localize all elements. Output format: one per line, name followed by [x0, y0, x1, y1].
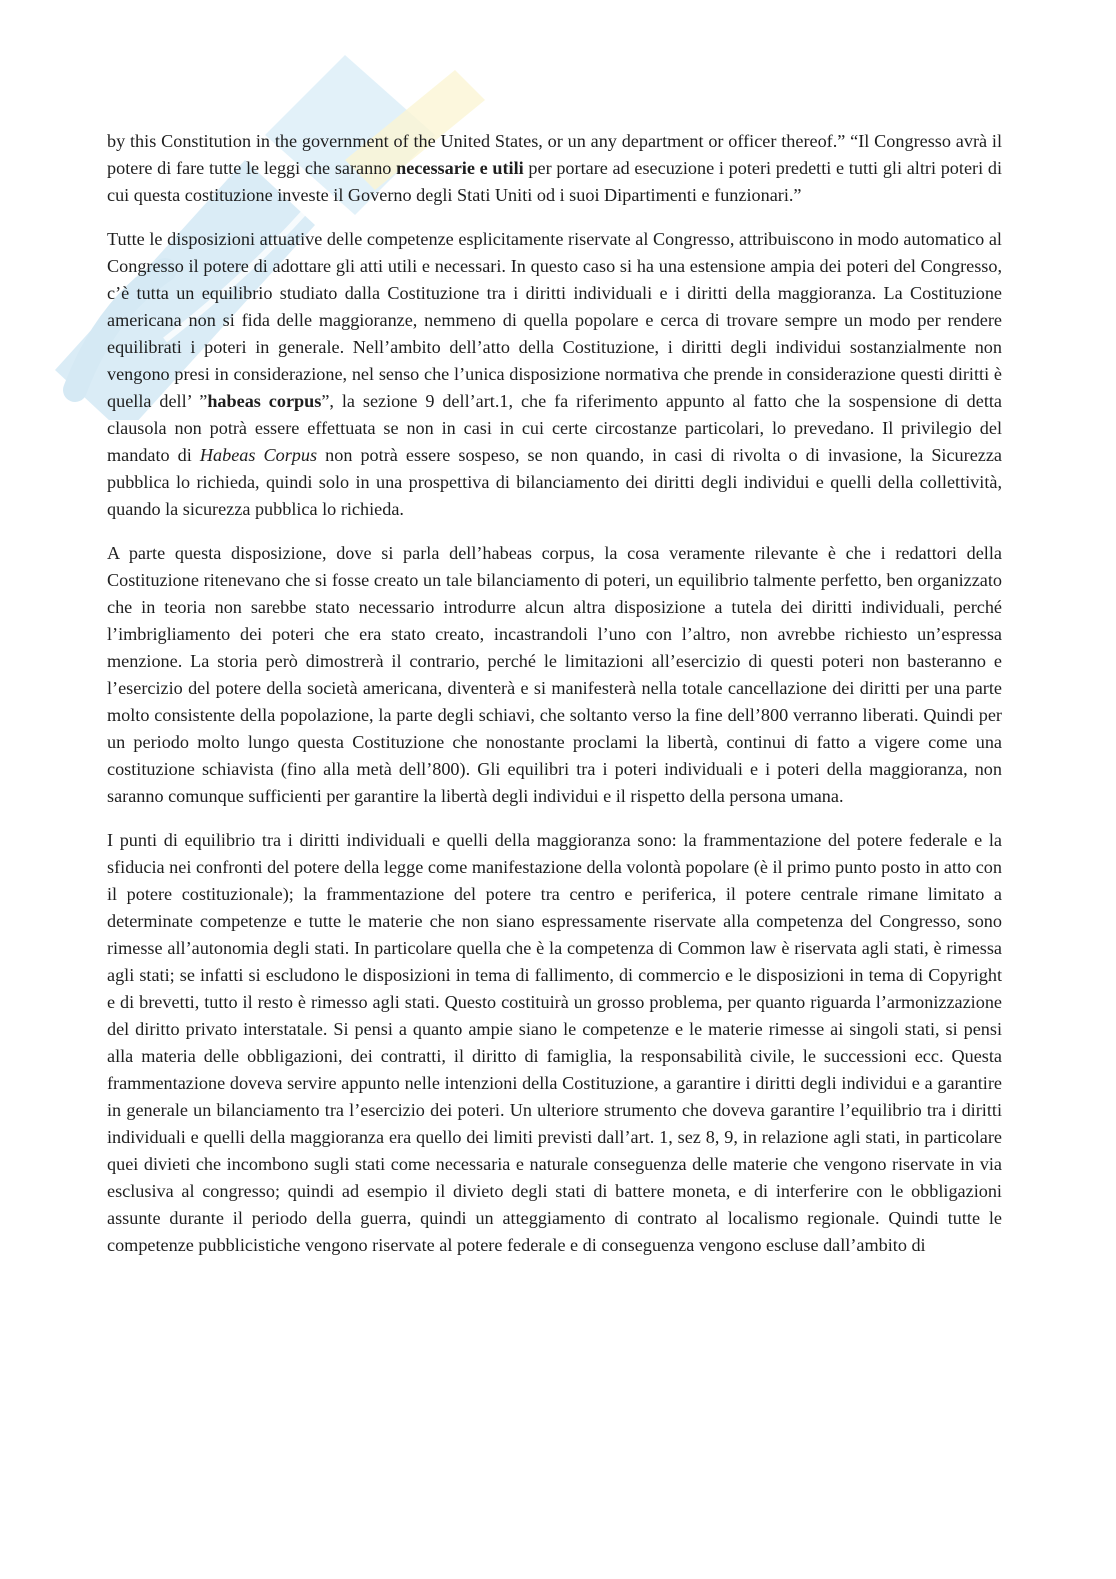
text-segment-bold: necessarie e utili: [396, 158, 524, 178]
text-segment-italic: Habeas Corpus: [199, 445, 318, 465]
paragraph-3: [107, 540, 1002, 810]
text-segment-normal: per portare ad esecuzione i poteri predetti e tutti gli altri poteri di cui questa costituzione investe il Governo degli Stati Uniti od i suoi Dipartimenti e funzionari.”: [107, 158, 1002, 205]
text-segment-normal: non potrà essere sospeso, se non quando, in casi di rivolta o di invasione, la Sicurezza pubblica lo richieda, quindi solo in una prospettiva di bilanciamento dei diritti degli individui e quelli della collettività, quando la sicurezza pubblica lo richieda.: [107, 445, 1002, 519]
text-segment-bold: habeas corpus: [207, 391, 322, 411]
text-segment-normal: A parte questa disposizione, dove si parla dell’habeas corpus, la cosa veramente rilevante è che i redattori della Costituzione ritenevano che si fosse creato un tale bilanciamento di poteri, un equilibrio talmente perfetto, ben organizzato che in teoria non sarebbe stato necessario introdurre alcun altra disposizione a tutela dei diritti individuali, perché l’imbrigliamento dei poteri che era stato creato, incastrandoli l’uno con l’altro, non avrebbe richiesto un’espressa menzione. La storia però dimostrerà il contrario, perché le limitazioni all’esercizio di questi poteri non basteranno e l’esercizio del potere della società americana, diventerà e si manifesterà nella totale cancellazione dei diritti per una parte molto consistente della popolazione, la parte degli schiavi, che soltanto verso la fine dell’800 verranno liberati. Quindi per un periodo molto lungo questa Costituzione che nonostante proclami la libertà, continui di fatto a vigere come una costituzione schiavista (fino alla metà dell’800). Gli equilibri tra i poteri individuali e i poteri della maggioranza, non saranno comunque sufficienti per garantire la libertà degli individui e il rispetto della persona umana.: [107, 543, 1002, 806]
text-segment-normal: I punti di equilibrio tra i diritti individuali e quelli della maggioranza sono: la frammentazione del potere federale e la sfiducia nei confronti del potere della legge come manifestazione della volontà popolare (è il primo punto posto in atto con il potere costituzionale); la frammentazione del potere tra centro e periferica, il potere centrale rimane limitato a determinate competenze e tutte le materie che non siano espressamente riservate alla competenza del Congresso, sono rimesse all’autonomia degli stati. In particolare quella che è la competenza di Common law è riservata agli stati, è rimessa agli stati; se infatti si escludono le disposizioni in tema di fallimento, di commercio e le disposizioni in tema di Copyright e di brevetti, tutto il resto è rimesso agli stati. Questo costituirà un grosso problema, per quanto riguarda l’armonizzazione del diritto privato interstatale. Si pensi a quanto ampie siano le competenze e le materie rimesse ai singoli stati, si pensi alla materia delle obbligazioni, dei contratti, il diritto di famiglia, la responsabilità civile, le successioni ecc. Questa frammentazione doveva servire appunto nelle intenzioni della Costituzione, a garantire i diritti degli individui e a garantire in generale un bilanciamento tra l’esercizio dei poteri. Un ulteriore strumento che doveva garantire l’equilibrio tra i diritti individuali e quelli della maggioranza era quello dei limiti previsti dall’art. 1, sez 8, 9, in relazione agli stati, in particolare quei divieti che incombono sugli stati come necessaria e naturale conseguenza delle materie che vengono riservate in via esclusiva al congresso; quindi ad esempio il divieto degli stati di battere moneta, e di interferire con le obbligazioni assunte durante il periodo della guerra, quindi un atteggiamento di contrato al localismo regionale. Quindi tutte le competenze pubblicistiche vengono riservate al potere federale e di conseguenza vengono escluse dall’ambito di: [107, 830, 1002, 1255]
paragraph-1: [107, 128, 1002, 209]
paragraph-4: [107, 827, 1002, 1259]
text-segment-normal: Tutte le disposizioni attuative delle competenze esplicitamente riservate al Congresso, attribuiscono in modo automatico al Congresso il potere di adottare gli atti utili e necessari. In questo caso si ha una estensione ampia dei poteri del Congresso, c’è tutta un equilibrio studiato dalla Costituzione tra i diritti individuali e i diritti della maggioranza. La Costituzione americana non si fida delle maggioranze, nemmeno di quella popolare e cerca di trovare sempre un modo per rendere equilibrati i poteri in generale. Nell’ambito dell’atto della Costituzione, i diritti degli individui sostanzialmente non vengono presi in considerazione, nel senso che l’unica disposizione normativa che prende in considerazione questi diritti è quella dell’ ”: [107, 229, 1002, 411]
text-segment-normal: ”, la sezione 9 dell’art.1, che fa riferimento appunto al fatto che la sospensione di detta clausola non potrà essere effettuata se non in casi in cui certe circostanze particolari, lo prevedano. Il privilegio del mandato di: [107, 391, 1002, 465]
document-body: [107, 128, 1002, 1276]
text-segment-normal: by this Constitution in the government of the United States, or un any department or officer thereof.” “Il Congresso avrà il potere di fare tutte le leggi che saranno: [107, 131, 1002, 178]
paragraph-2: [107, 226, 1002, 523]
